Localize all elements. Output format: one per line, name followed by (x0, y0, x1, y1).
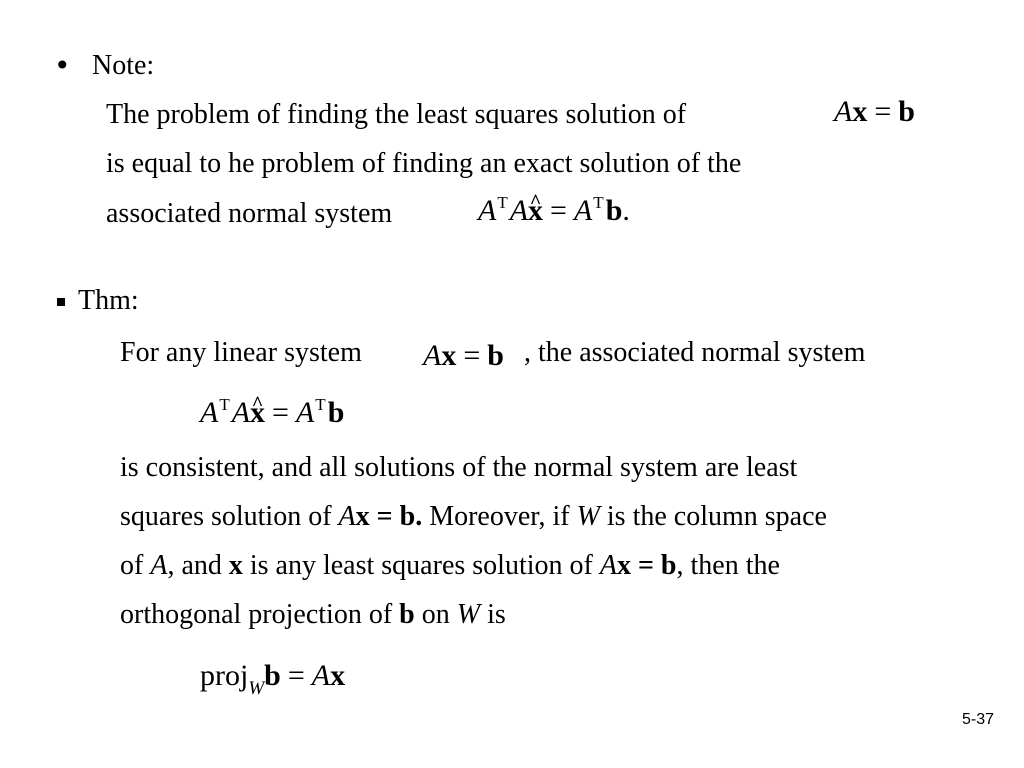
thm-paragraph-line-4: orthogonal projection of b on W is (120, 599, 506, 630)
math-equals: = (874, 95, 892, 128)
thm-bullet (57, 298, 65, 306)
thm-normal-equation: $A^TAx$ ^ = $A^Tb$ (200, 396, 344, 434)
note-heading: Note: (92, 50, 155, 81)
note-equation-ax-b (834, 95, 915, 129)
math-proj: proj (200, 659, 249, 692)
thm-line-1-pre: For any linear system (120, 337, 362, 368)
thm-line-1-post: , the associated normal system (524, 337, 866, 368)
note-line-1: The problem of finding the least squares solution of (106, 99, 687, 130)
thm-heading: Thm: (78, 285, 139, 316)
page-number: 5-37 (962, 711, 995, 728)
thm-paragraph-line-1: is consistent, and all solutions of the normal system are least (120, 452, 798, 483)
math-b: b (898, 95, 915, 128)
thm-paragraph-line-3: of A, and x is any least squares solution of Ax = b, then the (120, 550, 780, 581)
note-line-3: associated normal system (106, 198, 393, 229)
projection-equation: proj$_W$b = Ax (200, 659, 346, 699)
thm-equation-ax-b: Ax = b (423, 339, 504, 372)
thm-paragraph-line-2: squares solution of Ax = b. Moreover, if W is the column space (120, 501, 827, 532)
math-A: A (834, 95, 853, 128)
note-bullet: • (54, 49, 71, 82)
note-line-2: is equal to he problem of finding an exact solution of the (106, 148, 742, 179)
math-x: x (852, 95, 868, 128)
note-normal-equation: $A^TAx$ ^ = $A^Tb$. (478, 194, 630, 232)
math-x-hat: x ^ (528, 194, 543, 228)
